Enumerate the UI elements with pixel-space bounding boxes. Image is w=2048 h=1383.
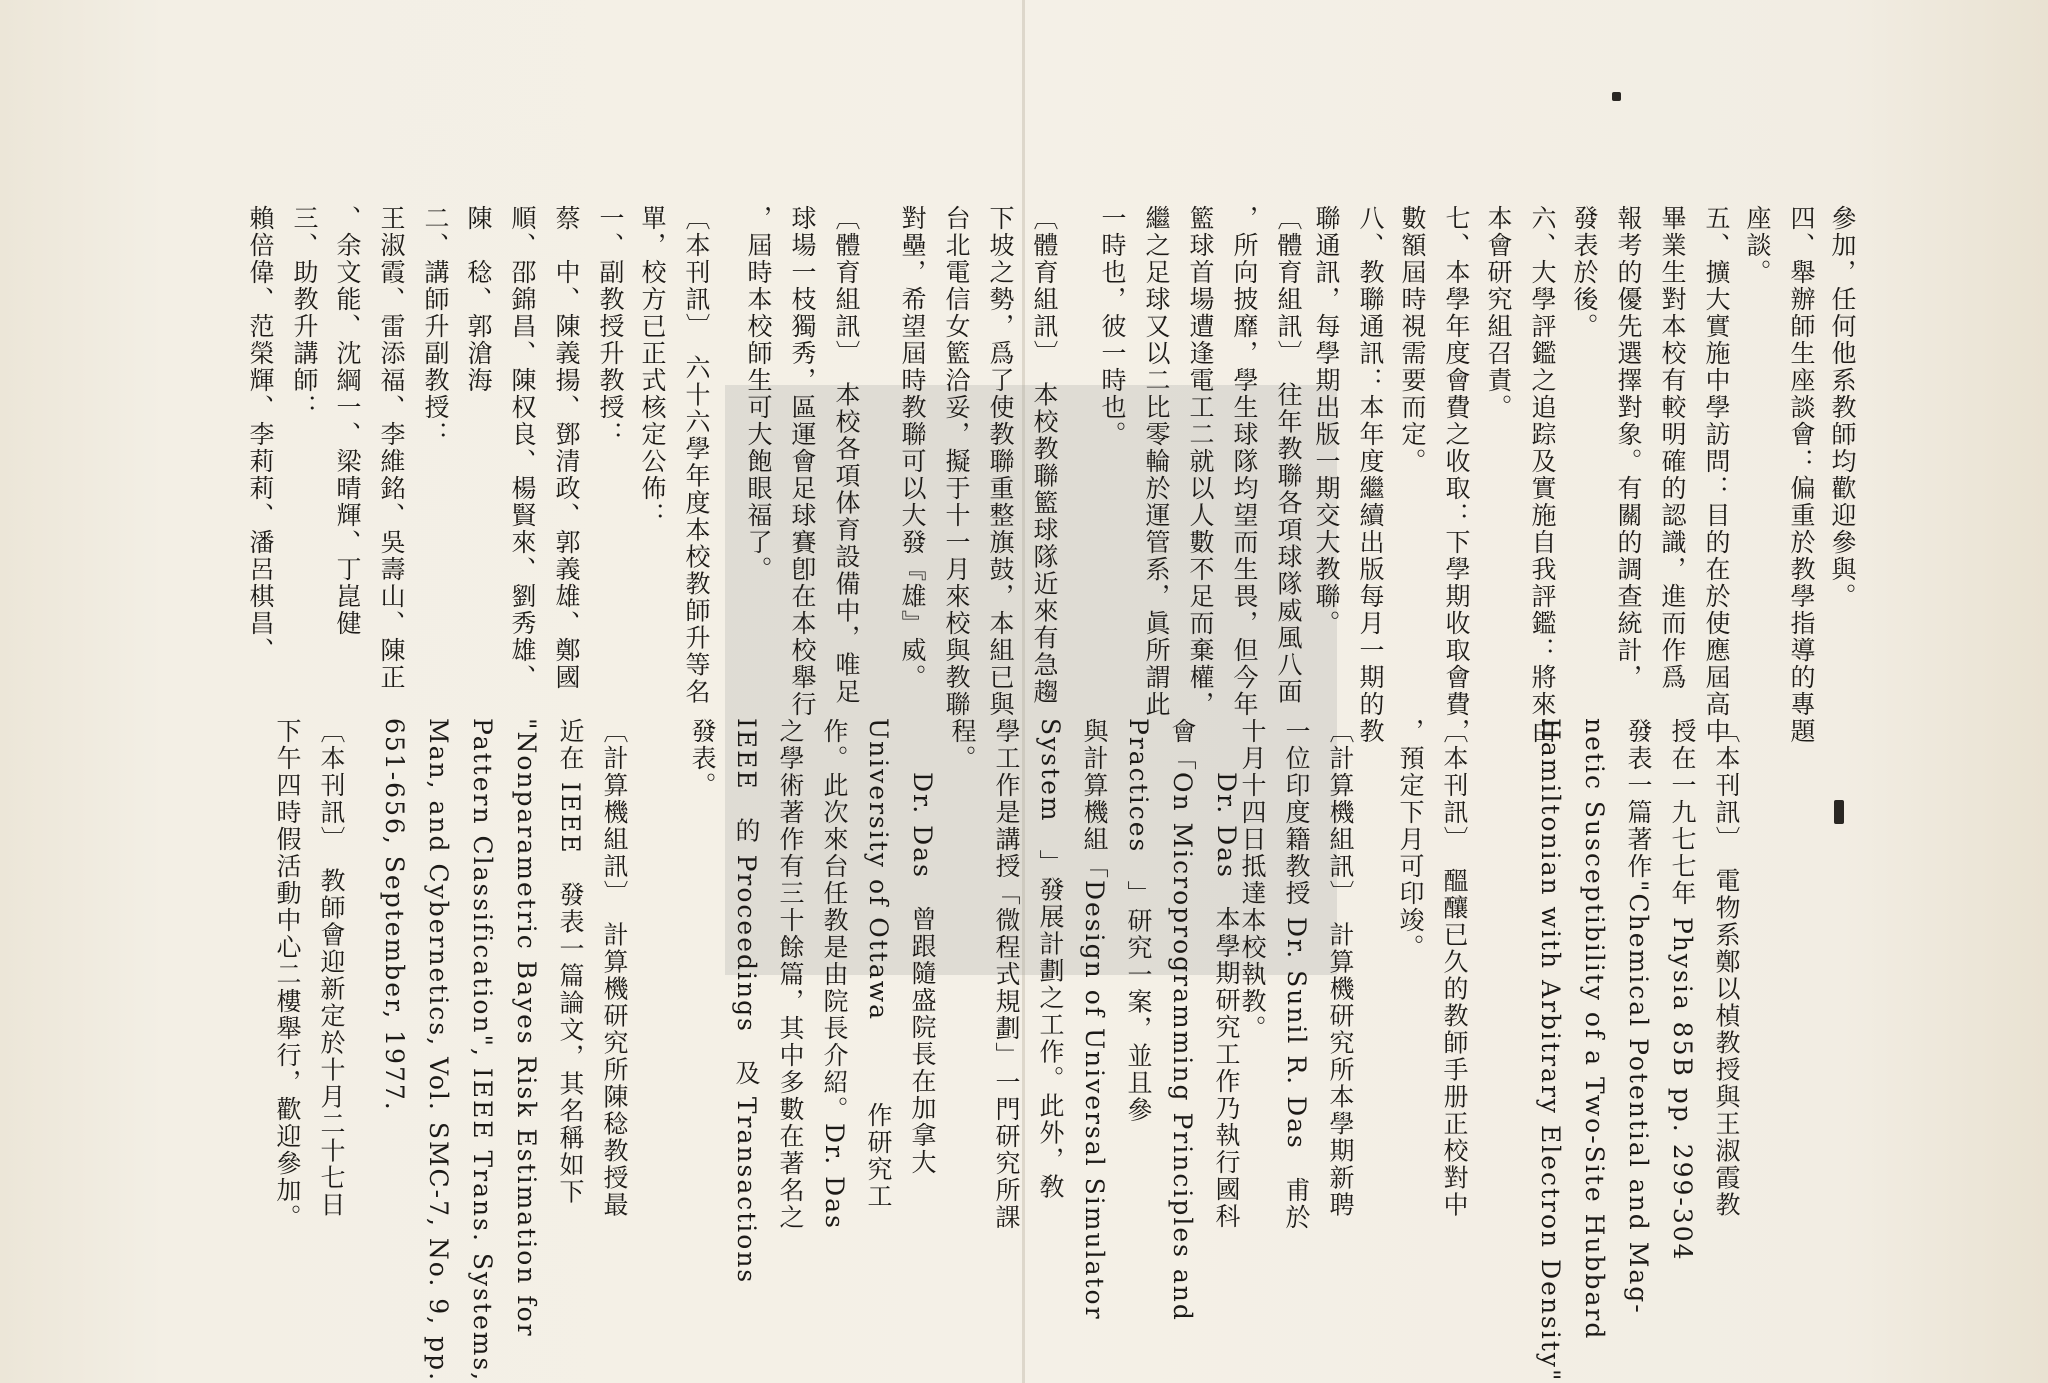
upper-block-5 xyxy=(1390,205,1478,745)
text-line: Dr. Das 本學期研究工作乃執行國科 xyxy=(1212,718,1241,1230)
text-line: 報考的優先選擇對象。有關的調查統計， xyxy=(1614,205,1643,691)
text-line: 一位印度籍教授 Dr. Sunil R. Das 甫於 xyxy=(1282,718,1311,1231)
text-line: 近在 IEEE 發表一篇論文，其名稱如下 xyxy=(556,718,585,1206)
text-line: 一時也，彼一時也。 xyxy=(1098,205,1127,448)
text-line: 發表一篇著作"Chemical Potential and Mag- xyxy=(1624,718,1653,1315)
text-line: 王淑霞、雷添福、李維銘、吳壽山、陳正 xyxy=(377,205,406,691)
upper-block-2 xyxy=(1735,205,1823,745)
upper-block-8 xyxy=(890,205,1066,718)
text-line: 〔體育組訊〕 本校教聯籃球隊近來有急趨 xyxy=(1030,205,1059,706)
text-line: 順、邵錦昌、陳权良、楊賢來、劉秀雄、 xyxy=(508,205,537,691)
text-line: 三、助教升講師： xyxy=(290,205,319,421)
text-line: 球場一枝獨秀，區運會足球賽卽在本校舉行 xyxy=(788,205,817,718)
text-line: 〔本刊訊〕 電物系鄭以楨教授與王淑霞教 xyxy=(1712,718,1741,1219)
text-line: 六、大學評鑑之追踪及實施自我評鑑：將來由 xyxy=(1528,205,1557,745)
text-line: Man, and Cybernetics, Vol. SMC-7, No. 9, pp. xyxy=(424,718,453,1383)
lower-block-7 xyxy=(265,718,353,1318)
text-line: 籃球首場遭逢電工二就以人數不足而棄權， xyxy=(1186,205,1215,718)
text-line: System 」發展計劃之工作。此外，敎 xyxy=(1036,718,1065,1201)
text-line: 二、講師升副教授： xyxy=(421,205,450,448)
text-line: 與計算機組「Design of Universal Simulator xyxy=(1080,718,1109,1321)
text-line: 畢業生對本校有較明確的認識，進而作爲 xyxy=(1658,205,1687,691)
text-line: 賴倍偉、范榮輝、李莉莉、潘呂棋昌、 xyxy=(246,205,275,664)
text-line: 陳 稔、郭滄海 xyxy=(464,205,493,394)
text-line: University of Ottawa 作研究工 xyxy=(864,718,893,1211)
text-line: 下午四時假活動中心二樓舉行，歡迎參加。 xyxy=(273,718,302,1231)
text-line: ，預定下月可印竣。 xyxy=(1396,718,1425,961)
text-line: 繼之足球又以二比零輪於運管系，眞所謂此 xyxy=(1142,205,1171,718)
text-line: 〔體育組訊〕 本校各項体育設備中，唯足 xyxy=(832,205,861,706)
text-line: 〔本刊訊〕 醞釀已久的教師手册正校對中 xyxy=(1440,718,1469,1219)
text-line: 651-656, September, 1977. xyxy=(380,718,409,1112)
text-line: 〔體育組訊〕 往年教聯各項球隊威風八面 xyxy=(1274,205,1303,706)
text-line: 學工作是講授「微程式規劃」一門研究所課 xyxy=(992,718,1021,1231)
text-line: 授在一九七七年 Physia 85B pp. 299-304 xyxy=(1668,718,1697,1262)
text-line: 蔡 中、陳義揚、鄧清政、郭義雄、鄭國 xyxy=(552,205,581,691)
upper-block-10 xyxy=(630,205,718,705)
text-line: Dr. Das 曾跟隨盛院長在加拿大 xyxy=(908,718,937,1176)
text-line: 會「On Microprogramming Principles and xyxy=(1168,718,1197,1322)
ink-mark xyxy=(1834,800,1844,824)
text-line: 四、舉辦師生座談會：偏重於教學指導的專題 xyxy=(1787,205,1816,745)
text-line: 本會研究組召責。 xyxy=(1484,205,1513,421)
lower-block-2 xyxy=(1388,718,1476,1318)
text-line: 、余文能、沈綱一、梁晴輝、丁崑健 xyxy=(333,205,362,637)
text-line: 〔計算機組訊〕 計算機研究所陳稔教授最 xyxy=(600,718,629,1219)
text-line: 五、擴大實施中學訪問：目的在於使應屆高中 xyxy=(1702,205,1731,745)
text-line: 台北電信女籃洽妥，擬于十一月來校與教聯 xyxy=(942,205,971,718)
upper-block-6 xyxy=(1304,205,1392,745)
text-line: 作。此次來台任教是由院長介紹。Dr. Das xyxy=(820,718,849,1230)
lower-block-1 xyxy=(1528,718,1748,1383)
text-line: 下坡之勢，爲了使教聯重整旗鼓，本組已與 xyxy=(986,205,1015,718)
text-line: 〔本刊訊〕 教師會迎新定於十月二十七日 xyxy=(317,718,346,1219)
text-line: 七、本學年度會費之收取：下學期收取會費， xyxy=(1442,205,1471,745)
lower-block-6 xyxy=(372,718,636,1383)
text-line: 一、副教授升教授： xyxy=(596,205,625,448)
text-line: Hamiltonian with Arbitrary Electron Density" xyxy=(1536,718,1565,1383)
upper-block-11 xyxy=(456,205,632,705)
text-line: 〔本刊訊〕 六十六學年度本校教師升等名 xyxy=(682,205,711,706)
upper-block-13 xyxy=(238,205,326,705)
text-line: "Nonparametric Bayes Risk Estimation for xyxy=(512,718,541,1338)
text-line: ，屆時本校師生可大飽眼福了。 xyxy=(744,205,773,583)
text-line: 之學術著作有三十餘篇，其中多數在著名之 xyxy=(776,718,805,1231)
upper-block-1 xyxy=(1820,205,1864,705)
text-line: 聯通訊，每學期出版一期交大教聯。 xyxy=(1312,205,1341,637)
text-line: Practices 」研究一案，並且參 xyxy=(1124,718,1153,1124)
text-line: Pattern Classification", IEEE Trans. Systems, xyxy=(468,718,497,1383)
text-line: 單，校方已正式核定公佈： xyxy=(638,205,667,529)
upper-block-4 xyxy=(1476,205,1564,745)
text-line: 對壘，希望屆時教聯可以大發『雄』威。 xyxy=(898,205,927,691)
upper-block-7 xyxy=(1090,205,1310,718)
text-line: 座談。 xyxy=(1743,205,1772,286)
text-line: 程。 xyxy=(948,718,977,772)
text-line: 發表。 xyxy=(688,718,717,799)
upper-block-12 xyxy=(325,205,457,705)
text-line: 參加，任何他系教師均歡迎參與。 xyxy=(1828,205,1857,610)
text-line: ，所向披靡，學生球隊均望而生畏，但今年 xyxy=(1230,205,1259,718)
text-line: IEEE 的 Proceedings 及 Transactions xyxy=(732,718,761,1285)
text-line: 十月十四日抵達本校執教。 xyxy=(1238,718,1267,1042)
upper-block-3 xyxy=(1562,205,1738,745)
lower-block-4 xyxy=(940,718,1248,1322)
ink-spot xyxy=(1612,92,1621,101)
lower-block-5 xyxy=(680,718,944,1318)
text-line: 發表於後。 xyxy=(1570,205,1599,340)
upper-block-9 xyxy=(736,205,868,718)
lower-block-3 xyxy=(1230,718,1362,1318)
text-line: 八、教聯通訊：本年度繼續出版每月一期的教 xyxy=(1356,205,1385,745)
text-line: 〔計算機組訊〕 計算機研究所本學期新聘 xyxy=(1326,718,1355,1219)
text-line: netic Susceptibility of a Two-Site Hubbard xyxy=(1580,718,1609,1341)
text-line: 數額屆時視需要而定。 xyxy=(1398,205,1427,475)
